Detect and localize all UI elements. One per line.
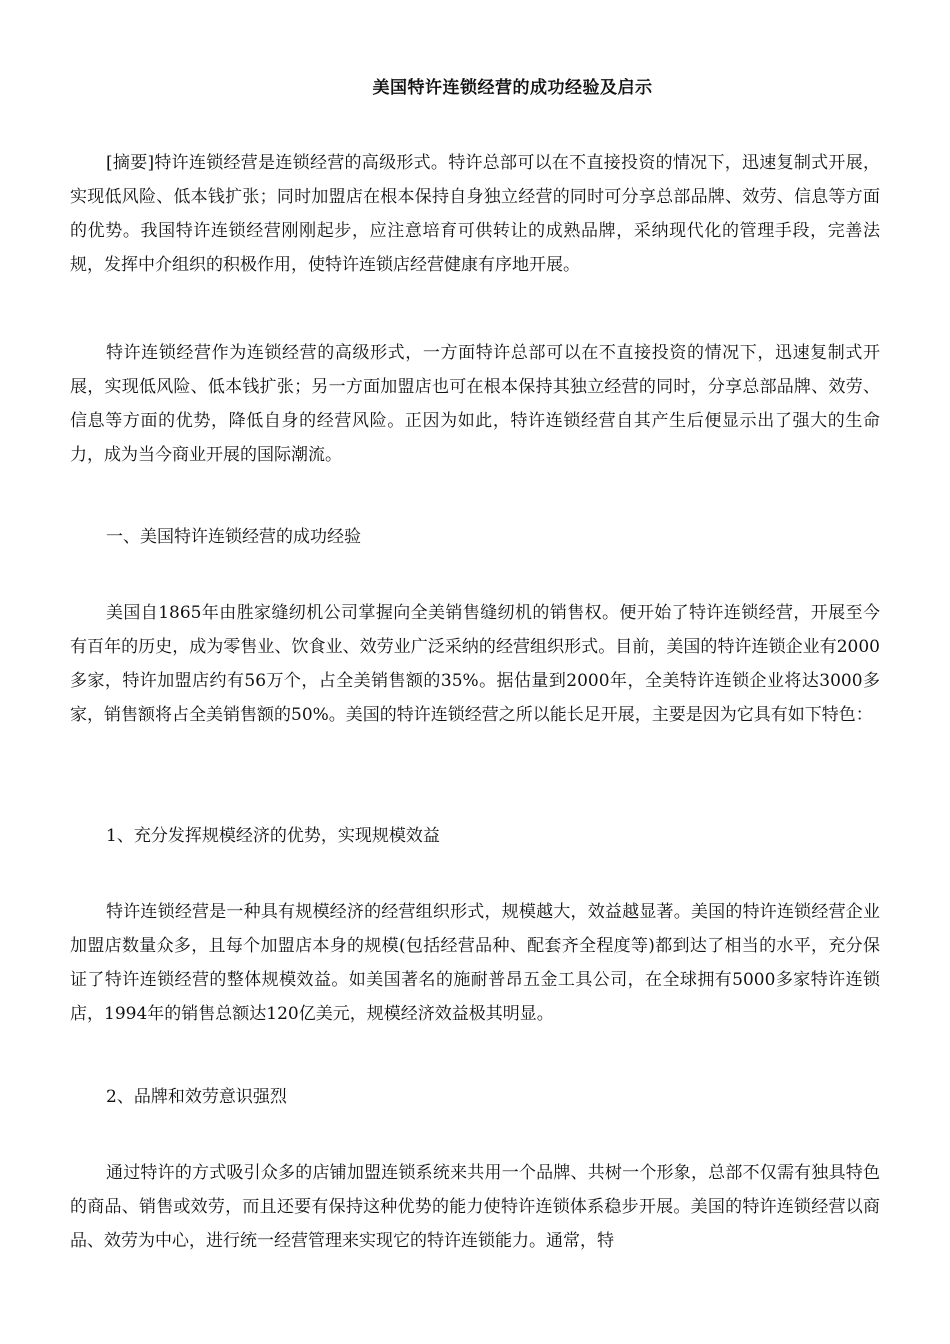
subsection-heading-1: 1、充分发挥规模经济的优势，实现规模效益: [106, 826, 440, 846]
subsection-2-paragraph: 通过特许的方式吸引众多的店铺加盟连锁系统来共用一个品牌、共树一个形象，总部不仅需有独具特色的商品、销售或效劳，而且还要有保持这种优势的能力使特许连锁体系稳步开展。美国的特许连锁经营以商品、效劳为中心，进行统一经营管理来实现它的特许连锁能力。通常，特: [70, 1163, 880, 1251]
section-heading-1: 一、美国特许连锁经营的成功经验: [106, 527, 361, 547]
abstract-paragraph: [摘要]特许连锁经营是连锁经营的高级形式。特许总部可以在不直接投资的情况下，迅速复制式开展，实现低风险、低本钱扩张；同时加盟店在根本保持自身独立经营的同时可分享总部品牌、效劳、信息等方面的优势。我国特许连锁经营刚刚起步，应注意培育可供转让的成熟品牌，采纳现代化的管理手段，完善法规，发挥中介组织的积极作用，使特许连锁店经营健康有序地开展。: [70, 153, 880, 275]
intro-paragraph: 特许连锁经营作为连锁经营的高级形式，一方面特许总部可以在不直接投资的情况下，迅速复制式开展，实现低风险、低本钱扩张；另一方面加盟店也可在根本保持其独立经营的同时，分享总部品牌、效劳、信息等方面的优势，降低自身的经营风险。正因为如此，特许连锁经营自其产生后便显示出了强大的生命力，成为当今商业开展的国际潮流。: [70, 343, 880, 465]
subsection-1-paragraph: 特许连锁经营是一种具有规模经济的经营组织形式，规模越大，效益越显著。美国的特许连锁经营企业加盟店数量众多，且每个加盟店本身的规模(包括经营品种、配套齐全程度等)都到达了相当的水平，充分保证了特许连锁经营的整体规模效益。如美国著名的施耐普昂五金工具公司，在全球拥有5000多家特许连锁店，1994年的销售总额达120亿美元，规模经济效益极其明显。: [70, 902, 880, 1024]
subsection-heading-2: 2、品牌和效劳意识强烈: [106, 1087, 287, 1107]
document-title: 美国特许连锁经营的成功经验及启示: [372, 78, 653, 98]
section-1-paragraph: 美国自1865年由胜家缝纫机公司掌握向全美销售缝纫机的销售权。便开始了特许连锁经营，开展至今有百年的历史，成为零售业、饮食业、效劳业广泛采纳的经营组织形式。目前，美国的特许连锁企业有2000多家，特许加盟店约有56万个，占全美销售额的35%。据估量到2000年，全美特许连锁企业将达3000多家，销售额将占全美销售额的50%。美国的特许连锁经营之所以能长足开展，主要是因为它具有如下特色：: [70, 603, 880, 725]
